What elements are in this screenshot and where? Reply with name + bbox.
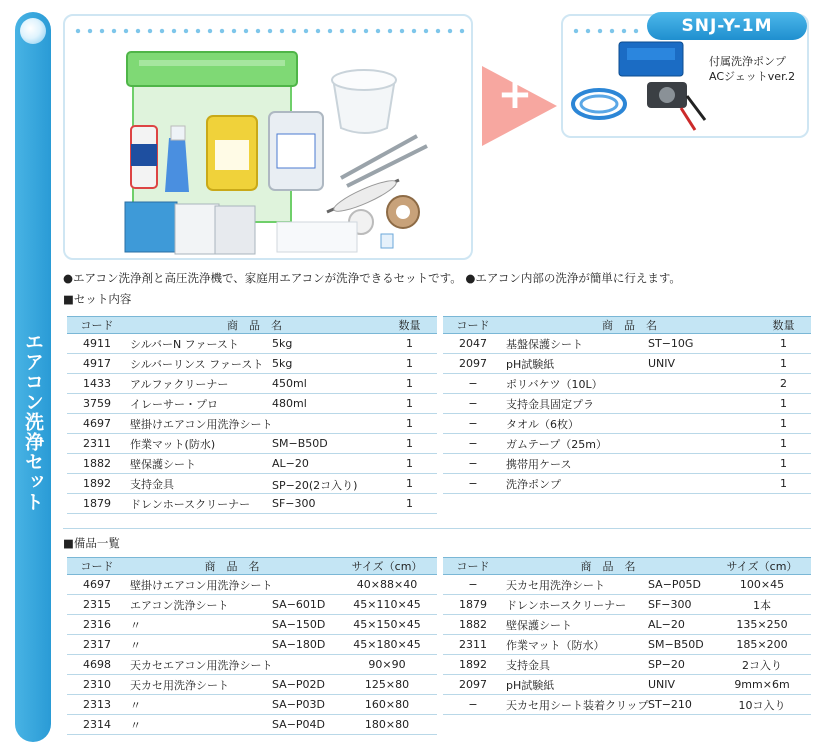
product-name: シルバーN ファースト: [130, 337, 239, 351]
code-cell: −: [443, 394, 503, 414]
code-cell: −: [443, 575, 503, 595]
code-cell: 4697: [67, 414, 127, 434]
column-header-code: コード: [443, 317, 503, 334]
size-cell: 135×250: [713, 615, 811, 635]
addon-caption-line1: 付属洗浄ポンプ: [709, 55, 786, 68]
product-name: 〃: [130, 698, 141, 712]
product-photo-panel: [63, 14, 473, 260]
table-row: [67, 675, 437, 695]
code-cell: 4911: [67, 334, 127, 354]
product-spec: 5kg: [272, 337, 293, 350]
table-row: [67, 454, 437, 474]
product-name-cell: [503, 334, 756, 354]
product-name: イレーサー・プロ: [130, 397, 218, 411]
product-spec: SP−20: [648, 658, 685, 671]
column-header-code: コード: [67, 558, 127, 575]
size-cell: 9mm×6m: [713, 675, 811, 695]
product-spec: SP−20(2コ入り): [272, 479, 358, 492]
column-header-name: 商 品 名: [127, 317, 382, 334]
column-header-name: 商 品 名: [503, 317, 756, 334]
product-spec: SM−B50D: [648, 638, 704, 651]
product-name: アルファクリーナー: [130, 377, 229, 391]
product-name-cell: [127, 474, 382, 494]
product-name: 〃: [130, 618, 141, 632]
photo-panel-dotted-rule: [72, 28, 468, 34]
qty-cell: 1: [382, 354, 437, 374]
code-cell: 1879: [67, 494, 127, 514]
product-name-cell: [503, 474, 756, 494]
product-name-cell: [127, 575, 337, 595]
table-row: [443, 695, 811, 715]
product-name-cell: [503, 655, 713, 675]
table-row: [443, 595, 811, 615]
addon-caption-line2: ACジェットver.2: [709, 70, 796, 83]
product-spec: ST−210: [648, 698, 692, 711]
qty-cell: 1: [756, 394, 811, 414]
product-spec: UNIV: [648, 678, 676, 691]
code-cell: 2316: [67, 615, 127, 635]
product-name-cell: [503, 595, 713, 615]
product-name-cell: [127, 595, 337, 615]
product-name: 基盤保護シート: [506, 337, 583, 351]
product-name: 壁掛けエアコン用洗浄シート: [130, 578, 273, 592]
code-cell: −: [443, 695, 503, 715]
product-name: 〃: [130, 718, 141, 732]
product-name: 作業マット（防水）: [506, 638, 605, 652]
product-name-cell: [127, 695, 337, 715]
size-cell: 2コ入り: [713, 655, 811, 675]
qty-cell: 1: [382, 414, 437, 434]
product-spec: SA−P04D: [272, 718, 326, 731]
product-name: 天カセ用洗浄シート: [130, 678, 229, 692]
column-header-code: コード: [67, 317, 127, 334]
table-row: [443, 474, 811, 494]
supplies-heading: ■備品一覧: [63, 536, 120, 550]
size-cell: 160×80: [337, 695, 437, 715]
size-cell: 185×200: [713, 635, 811, 655]
product-name-cell: [503, 374, 756, 394]
column-header-size: サイズ（cm）: [713, 558, 811, 575]
product-spec: AL−20: [272, 457, 309, 470]
code-cell: 4917: [67, 354, 127, 374]
product-name-cell: [503, 575, 713, 595]
code-cell: 2310: [67, 675, 127, 695]
qty-cell: 1: [382, 374, 437, 394]
addon-dotted-rule: [570, 28, 644, 34]
table-row: [67, 715, 437, 735]
addon-caption: [709, 54, 809, 84]
size-cell: 1本: [713, 595, 811, 615]
product-name: タオル（6枚）: [506, 417, 579, 431]
table-row: [443, 655, 811, 675]
qty-cell: 1: [756, 414, 811, 434]
product-name-cell: [127, 715, 337, 735]
code-cell: 2314: [67, 715, 127, 735]
code-cell: −: [443, 474, 503, 494]
product-name-cell: [503, 615, 713, 635]
code-cell: 1879: [443, 595, 503, 615]
product-name: エアコン洗浄シート: [130, 598, 229, 612]
pump-illustration: [569, 36, 709, 136]
code-cell: 2311: [67, 434, 127, 454]
code-cell: 1433: [67, 374, 127, 394]
size-cell: 90×90: [337, 655, 437, 675]
product-name: 壁掛けエアコン用洗浄シート: [130, 417, 273, 431]
product-name-cell: [127, 354, 382, 374]
product-name-cell: [127, 454, 382, 474]
code-cell: 2317: [67, 635, 127, 655]
table-row: [67, 615, 437, 635]
size-cell: 10コ入り: [713, 695, 811, 715]
table-row: [443, 374, 811, 394]
table-row: [443, 615, 811, 635]
table-row: [67, 374, 437, 394]
product-spec: SF−300: [648, 598, 692, 611]
size-cell: 100×45: [713, 575, 811, 595]
code-cell: 3759: [67, 394, 127, 414]
code-cell: 1882: [67, 454, 127, 474]
product-name: 天カセ用洗浄シート: [506, 578, 605, 592]
product-name: ガムテープ（25m）: [506, 437, 607, 451]
qty-cell: 1: [382, 334, 437, 354]
code-cell: 2097: [443, 354, 503, 374]
product-name-cell: [127, 414, 382, 434]
code-cell: 4698: [67, 655, 127, 675]
product-name-cell: [127, 334, 382, 354]
column-header-size: サイズ（cm）: [337, 558, 437, 575]
set-description: ●エアコン洗浄剤と高圧洗浄機で、家庭用エアコンが洗浄できるセットです。 ●エアコン内部の洗浄が簡単に行えます。: [63, 271, 681, 285]
product-name-cell: [127, 675, 337, 695]
code-cell: 2315: [67, 595, 127, 615]
code-cell: 1882: [443, 615, 503, 635]
model-badge: SNJ-Y-1M: [647, 12, 807, 40]
code-cell: 4697: [67, 575, 127, 595]
product-name: 携帯用ケース: [506, 457, 572, 471]
product-name: ポリバケツ（10L）: [506, 377, 603, 391]
product-name-cell: [503, 414, 756, 434]
table-row: [67, 334, 437, 354]
code-cell: 2311: [443, 635, 503, 655]
supplies-table-right: [443, 557, 811, 715]
code-cell: 2047: [443, 334, 503, 354]
table-row: [67, 655, 437, 675]
qty-cell: 1: [382, 434, 437, 454]
column-header-code: コード: [443, 558, 503, 575]
product-name-cell: [503, 454, 756, 474]
product-name: 天カセエアコン用洗浄シート: [130, 658, 273, 672]
table-row: [443, 334, 811, 354]
product-name-cell: [127, 434, 382, 454]
table-row: [67, 474, 437, 494]
table-row: [443, 454, 811, 474]
product-name: 作業マット(防水): [130, 437, 216, 451]
table-row: [67, 595, 437, 615]
product-spec: ST−10G: [648, 337, 694, 350]
table-row: [443, 434, 811, 454]
column-header-qty: 数量: [382, 317, 437, 334]
product-spec: UNIV: [648, 357, 676, 370]
product-name: 〃: [130, 638, 141, 652]
product-spec: SA−P03D: [272, 698, 326, 711]
table-row: [443, 394, 811, 414]
product-name-cell: [127, 374, 382, 394]
table-row: [67, 575, 437, 595]
size-cell: 125×80: [337, 675, 437, 695]
product-name: 支持金具固定プラ: [506, 397, 594, 411]
table-row: [67, 414, 437, 434]
product-spec: SM−B50D: [272, 437, 328, 450]
column-header-name: 商 品 名: [503, 558, 713, 575]
table-row: [443, 635, 811, 655]
product-name-cell: [503, 695, 713, 715]
size-cell: 40×88×40: [337, 575, 437, 595]
size-cell: 45×180×45: [337, 635, 437, 655]
code-cell: −: [443, 374, 503, 394]
product-name-cell: [127, 615, 337, 635]
product-name-cell: [127, 494, 382, 514]
product-name: 天カセ用シート装着クリップ: [506, 698, 649, 712]
product-spec: SA−P05D: [648, 578, 702, 591]
code-cell: 2097: [443, 675, 503, 695]
code-cell: −: [443, 414, 503, 434]
product-name: ドレンホースクリーナー: [506, 598, 627, 612]
code-cell: 2313: [67, 695, 127, 715]
product-name: 壁保護シート: [130, 457, 196, 471]
table-row: [443, 675, 811, 695]
qty-cell: 1: [756, 354, 811, 374]
product-spec: SF−300: [272, 497, 316, 510]
table-row: [67, 434, 437, 454]
product-spec: 480ml: [272, 397, 307, 410]
size-cell: 45×110×45: [337, 595, 437, 615]
product-name: ドレンホースクリーナー: [130, 497, 251, 511]
qty-cell: 1: [382, 454, 437, 474]
product-name-cell: [503, 394, 756, 414]
column-header-name: 商 品 名: [127, 558, 337, 575]
qty-cell: 2: [756, 374, 811, 394]
product-name-cell: [127, 394, 382, 414]
column-header-qty: 数量: [756, 317, 811, 334]
qty-cell: 1: [756, 434, 811, 454]
product-name: シルバーリンス ファースト: [130, 357, 264, 371]
table-row: [443, 575, 811, 595]
code-cell: −: [443, 454, 503, 474]
set-contents-table-left: [67, 316, 437, 514]
qty-cell: 1: [756, 454, 811, 474]
product-name: 洗浄ポンプ: [506, 477, 561, 491]
plus-icon: +: [497, 69, 533, 118]
product-name-cell: [503, 635, 713, 655]
product-spec: SA−601D: [272, 598, 326, 611]
set-contents-heading: ■セット内容: [63, 292, 132, 306]
product-name-cell: [127, 635, 337, 655]
product-name-cell: [503, 675, 713, 695]
qty-cell: 1: [382, 474, 437, 494]
code-cell: −: [443, 434, 503, 454]
product-name: pH試験紙: [506, 357, 555, 371]
product-name-cell: [503, 354, 756, 374]
table-row: [443, 354, 811, 374]
qty-cell: 1: [756, 474, 811, 494]
product-spec: 5kg: [272, 357, 293, 370]
table-row: [67, 695, 437, 715]
product-spec: SA−150D: [272, 618, 326, 631]
code-cell: 1892: [67, 474, 127, 494]
table-row: [67, 494, 437, 514]
qty-cell: 1: [382, 494, 437, 514]
side-title: エアコン洗浄セット: [22, 332, 44, 512]
product-name-cell: [503, 434, 756, 454]
table-row: [443, 414, 811, 434]
product-spec: AL−20: [648, 618, 685, 631]
qty-cell: 1: [382, 394, 437, 414]
side-tab: [15, 12, 51, 742]
set-contents-table-right: [443, 316, 811, 494]
product-name: 支持金具: [130, 477, 174, 491]
product-spec: 450ml: [272, 377, 307, 390]
product-spec: SA−P02D: [272, 678, 326, 691]
size-cell: 45×150×45: [337, 615, 437, 635]
table-row: [67, 635, 437, 655]
table-row: [67, 394, 437, 414]
product-spec: SA−180D: [272, 638, 326, 651]
size-cell: 180×80: [337, 715, 437, 735]
qty-cell: 1: [756, 334, 811, 354]
product-set-illustration: [65, 16, 471, 258]
product-name-cell: [127, 655, 337, 675]
tab-bullet-icon: [20, 18, 46, 44]
product-name: pH試験紙: [506, 678, 555, 692]
table-row: [67, 354, 437, 374]
supplies-table-left: [67, 557, 437, 735]
product-name: 壁保護シート: [506, 618, 572, 632]
section-divider: [63, 528, 811, 529]
product-name: 支持金具: [506, 658, 550, 672]
code-cell: 1892: [443, 655, 503, 675]
